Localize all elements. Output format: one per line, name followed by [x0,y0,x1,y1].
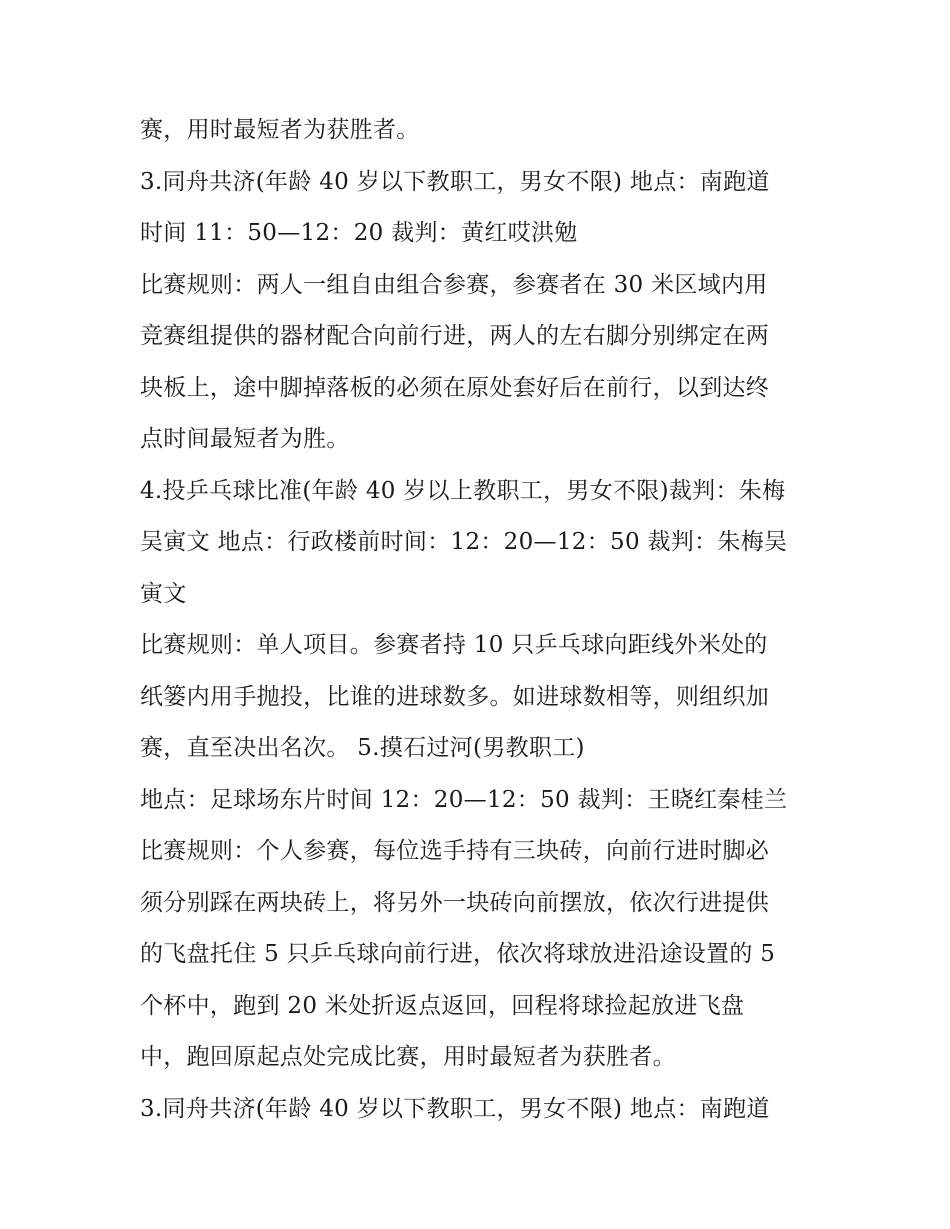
text-line: 吴寅文 地点：行政楼前时间：12：20—12：50 裁判：朱梅吴 [140,529,788,555]
text-line: 比赛规则：单人项目。参赛者持 10 只乒乓球向距线外米处的 [140,632,768,658]
text-line: 竞赛组提供的器材配合向前行进，两人的左右脚分别绑定在两 [140,323,770,349]
text-line: 的飞盘托住 5 只乒乓球向前行进，依次将球放进沿途设置的 5 [140,941,776,967]
text-line: 比赛规则：两人一组自由组合参赛，参赛者在 30 米区域内用 [140,271,768,298]
document-body [140,105,820,1135]
text-line: 点时间最短者为胜。 [140,426,350,452]
text-line: 3.同舟共济(年龄 40 岁以下教职工，男女不限) 地点：南跑道 [140,1095,770,1122]
text-line: 地点：足球场东片时间 12：20—12：50 裁判：王晓红秦桂兰 [140,786,788,813]
text-line: 个杯中，跑到 20 米处折返点返回，回程将球捡起放进飞盘 [140,992,745,1019]
text-line: 纸篓内用手抛投，比谁的进球数多。如进球数相等，则组织加 [140,683,770,710]
text-line: 3.同舟共济(年龄 40 岁以下教职工，男女不限) 地点：南跑道 [140,168,770,195]
text-line: 4.投乒乓球比准(年龄 40 岁以上教职工，男女不限)裁判：朱梅 [140,477,786,504]
text-line: 须分别踩在两块砖上，将另外一块砖向前摆放，依次行进提供 [140,889,770,916]
text-line: 寅文 [140,580,187,607]
text-line: 赛，直至决出名次。 5.摸石过河(男教职工) [140,735,585,761]
text-line: 块板上，途中脚掉落板的必须在原处套好后在前行，以到达终 [140,374,770,401]
text-line: 比赛规则：个人参赛，每位选手持有三块砖，向前行进时脚必 [140,838,770,864]
text-line: 时间 11：50—12：20 裁判：黄红哎洪勉 [140,220,578,246]
text-line: 赛，用时最短者为获胜者。 [140,117,420,143]
text-line: 中，跑回原起点处完成比赛，用时最短者为获胜者。 [140,1044,676,1070]
